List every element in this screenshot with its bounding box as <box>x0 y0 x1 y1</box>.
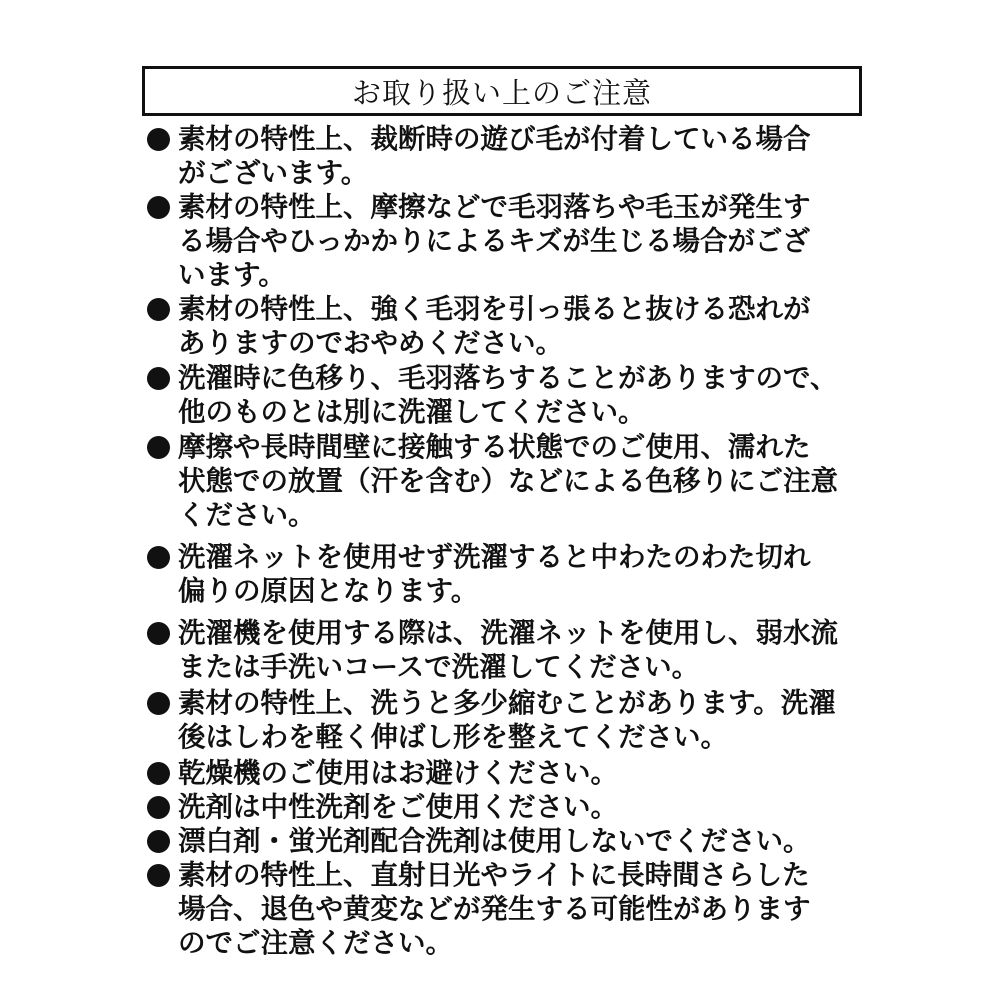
instruction-line: 素材の特性上、強く毛羽を引っ張ると抜ける恐れが <box>178 293 811 325</box>
instruction-line: 摩擦や長時間壁に接触する状態でのご使用、濡れた <box>178 431 811 463</box>
bullet-icon <box>147 128 170 151</box>
care-instruction-item <box>142 824 864 858</box>
care-instruction-item <box>142 858 864 960</box>
bullet-icon <box>147 762 170 785</box>
bullet-icon <box>147 367 170 390</box>
instruction-line: 洗剤は中性洗剤をご使用ください。 <box>178 791 618 823</box>
care-notice <box>142 66 864 960</box>
instruction-line: 素材の特性上、直射日光やライトに長時間さらした <box>178 859 810 891</box>
care-instruction-item <box>142 686 864 754</box>
bullet-icon <box>147 298 170 321</box>
care-instruction-item <box>142 616 864 684</box>
instruction-line: 他のものとは別に洗濯してください。 <box>178 396 646 428</box>
care-instruction-item <box>142 292 864 360</box>
instruction-line: 状態での放置（汗を含む）などによる色移りにご注意 <box>178 465 838 497</box>
care-instruction-item <box>142 122 864 190</box>
care-instruction-item <box>142 540 864 608</box>
instruction-line: ありますのでおやめください。 <box>178 327 563 359</box>
instruction-line: 洗濯時に色移り、毛羽落ちすることがありますので、 <box>178 362 838 394</box>
bullet-icon <box>147 436 170 459</box>
care-instruction-item <box>142 190 864 292</box>
instruction-line: 場合、退色や黄変などが発生する可能性があります <box>178 893 811 925</box>
bullet-icon <box>147 796 170 819</box>
instruction-line: る場合やひっかかりによるキズが生じる場合がござ <box>178 225 810 257</box>
notice-title-box <box>142 66 862 116</box>
instruction-line: のでご注意ください。 <box>178 927 453 959</box>
care-instruction-item <box>142 361 864 429</box>
instruction-line: 乾燥機のご使用はお避けください。 <box>178 757 618 789</box>
instruction-line: 漂白剤・蛍光剤配合洗剤は使用しないでください。 <box>178 825 811 857</box>
notice-title: お取り扱い上のご注意 <box>351 75 652 110</box>
instruction-line: 洗濯機を使用する際は、洗濯ネットを使用し、弱水流 <box>178 617 838 649</box>
instruction-line: 素材の特性上、摩擦などで毛羽落ちや毛玉が発生す <box>178 191 811 223</box>
instruction-line: 素材の特性上、裁断時の遊び毛が付着している場合 <box>178 123 811 155</box>
bullet-icon <box>147 546 170 569</box>
bullet-icon <box>147 864 170 887</box>
care-instruction-item <box>142 430 864 532</box>
instruction-line: 洗濯ネットを使用せず洗濯すると中わたのわた切れ <box>178 541 811 573</box>
care-instruction-item <box>142 756 864 790</box>
instruction-line: 後はしわを軽く伸ばし形を整えてください。 <box>178 721 728 753</box>
instruction-line: 素材の特性上、洗うと多少縮むことがあります。洗濯 <box>178 687 836 719</box>
bullet-icon <box>147 830 170 853</box>
care-instruction-list <box>142 122 864 960</box>
instruction-line: 偏りの原因となります。 <box>178 575 479 607</box>
instruction-line: ください。 <box>178 499 316 531</box>
instruction-line: がございます。 <box>178 157 369 189</box>
bullet-icon <box>147 622 170 645</box>
instruction-line: または手洗いコースで洗濯してください。 <box>178 651 700 683</box>
bullet-icon <box>147 692 170 715</box>
bullet-icon <box>147 196 170 219</box>
instruction-line: います。 <box>178 259 286 291</box>
care-instruction-item <box>142 790 864 824</box>
